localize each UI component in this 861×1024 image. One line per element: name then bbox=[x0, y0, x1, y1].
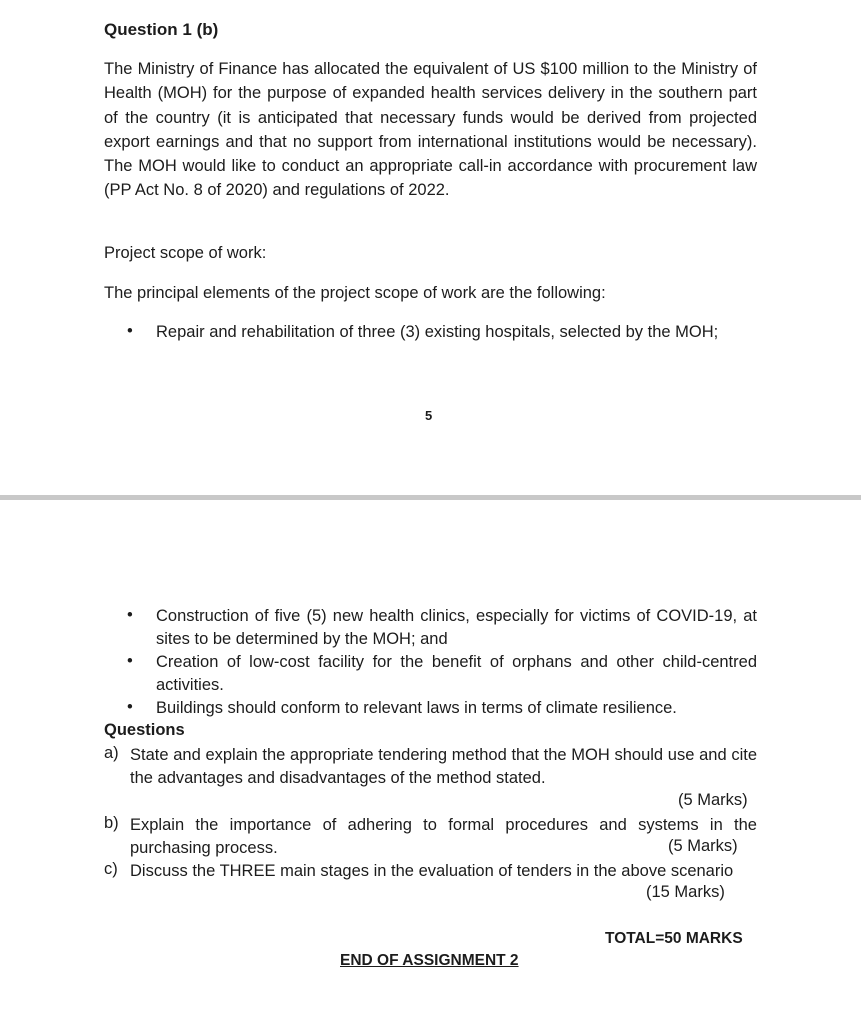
questions-heading: Questions bbox=[104, 721, 185, 739]
page-number: 5 bbox=[425, 408, 433, 423]
question-b-marks: (5 Marks) bbox=[668, 837, 738, 855]
scope-bullet-hospitals: Repair and rehabilitation of three (3) existing hospitals, selected by the MOH; bbox=[156, 323, 719, 341]
end-of-assignment: END OF ASSIGNMENT 2 bbox=[340, 952, 519, 969]
question-c-label: c) bbox=[104, 860, 118, 878]
question-c-marks: (15 Marks) bbox=[646, 883, 725, 901]
question-a-text: State and explain the appropriate tendering method that the MOH should use and cite the advantages and disadvantages of the method stated. bbox=[130, 746, 757, 787]
total-marks: TOTAL=50 MARKS bbox=[605, 930, 743, 947]
question-heading: Question 1 (b) bbox=[104, 20, 219, 39]
bullet-icon: • bbox=[127, 322, 133, 340]
scope-intro: The principal elements of the project scope of work are the following: bbox=[104, 284, 606, 302]
bullet-icon: • bbox=[127, 698, 133, 716]
page-top bbox=[0, 0, 861, 496]
question-c-text: Discuss the THREE main stages in the evaluation of tenders in the above scenario bbox=[130, 862, 734, 880]
intro-paragraph: The Ministry of Finance has allocated the equivalent of US $100 million to the Ministry of Health (MOH) for the purpose of expanded health services delivery in the southern part of the country (it is anticipated that necessary funds would be derived from projected export earnings and that no support from international institutions would be necessary). The MOH would like to conduct an appropriate call-in accordance with procurement law (PP Act No. 8 of 2020) and regulations of 2022. bbox=[104, 60, 757, 200]
scope-title: Project scope of work: bbox=[104, 244, 267, 262]
question-b-text: Explain the importance of adhering to formal procedures and systems in the purchasing process. bbox=[130, 816, 757, 857]
question-b-label: b) bbox=[104, 814, 119, 832]
scope-bullet-clinics: Construction of five (5) new health clinics, especially for victims of COVID-19, at sites to be determined by the MOH; and bbox=[156, 607, 757, 648]
bullet-icon: • bbox=[127, 652, 133, 670]
bullet-icon: • bbox=[127, 606, 133, 624]
question-a-label: a) bbox=[104, 744, 119, 762]
scope-bullet-climate: Buildings should conform to relevant laws in terms of climate resilience. bbox=[156, 699, 677, 717]
question-a-marks: (5 Marks) bbox=[678, 791, 748, 809]
scope-bullet-orphans: Creation of low-cost facility for the benefit of orphans and other child-centred activities. bbox=[156, 653, 757, 694]
